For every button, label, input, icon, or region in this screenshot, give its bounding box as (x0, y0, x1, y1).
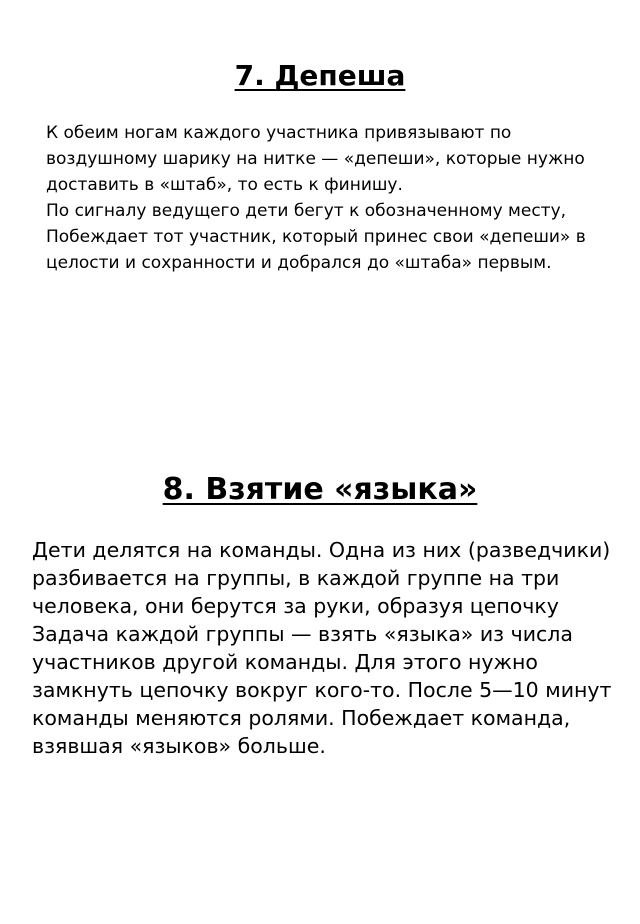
section-body-depesha (46, 120, 606, 276)
section-title-depesha: 7. Депеша (234, 59, 406, 92)
section-title-vzyatie-yazyka: 8. Взятие «языка» (162, 472, 478, 507)
paragraph-rules: К обеим ногам каждого участника привязывают по воздушному шарику на нитке — «депеши», которые нужно доставить в «штаб», то есть к финишу. (46, 123, 585, 195)
paragraph-winner: По сигналу ведущего дети бегут к обозначенному месту, Побеждает тот участник, который принес свои «депеши» в целости и сохранности и добрался до «штаба» первым. (46, 201, 586, 273)
paragraph-task: Задача каждой группы — взять «языка» из числа участников другой команды. Для этого нужно замкнуть цепочку вокруг кого-то. После 5—10 минут команды меняются ролями. Побеждает команда, взявшая «языков» больше. (32, 622, 612, 758)
section-depesha (0, 56, 640, 273)
section-body-vzyatie-yazyka (32, 536, 616, 760)
paragraph-teams: Дети делятся на команды. Одна из них (разведчики) разбивается на группы, в каждой группе на три человека, они берутся за руки, образуя цепочку (32, 538, 611, 618)
section-vzyatie-yazyka (0, 468, 640, 758)
